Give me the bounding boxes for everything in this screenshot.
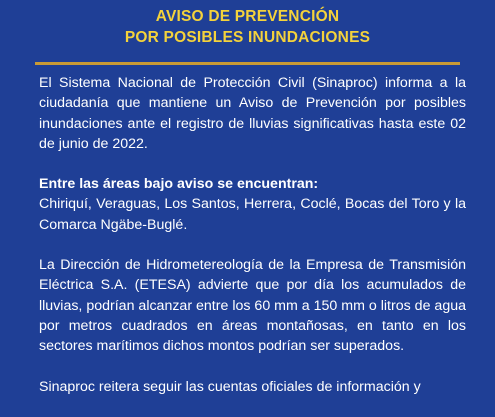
- areas-list: Chiriquí, Veraguas, Los Santos, Herrera, Coclé, Bocas del Toro y la Comarca Ngäbe-Buglé.: [39, 196, 466, 233]
- intro-paragraph: El Sistema Nacional de Protección Civil (Sinaproc) informa a la ciudadanía que mantiene un Aviso de Prevención por posibles inundaciones ante el registro de lluvias significativas hasta este 02 de junio de 2022.: [39, 75, 466, 152]
- etesa-paragraph: La Dirección de Hidrometereología de la Empresa de Transmisión Eléctrica S.A. (ETESA) advierte que por día los acumulados de lluvias, podrían alcanzar entre los 60 mm a 150 mm o litros de agua por metros cuadrados en áreas montañosas, en tanto en los sectores marítimos dichos montos podrían ser superados.: [39, 257, 466, 355]
- notice-body: [39, 73, 466, 417]
- areas-paragraph: [39, 174, 466, 235]
- title-line-2: POR POSIBLES INUNDACIONES: [124, 29, 371, 46]
- title-divider: [35, 62, 460, 65]
- areas-heading: Entre las áreas bajo aviso se encuentran:: [39, 176, 319, 193]
- closing-paragraph: Sinaproc reitera seguir las cuentas oficiales de información y: [39, 378, 421, 395]
- page-title: [0, 6, 495, 48]
- title-line-1: AVISO DE PREVENCIÓN: [155, 8, 340, 25]
